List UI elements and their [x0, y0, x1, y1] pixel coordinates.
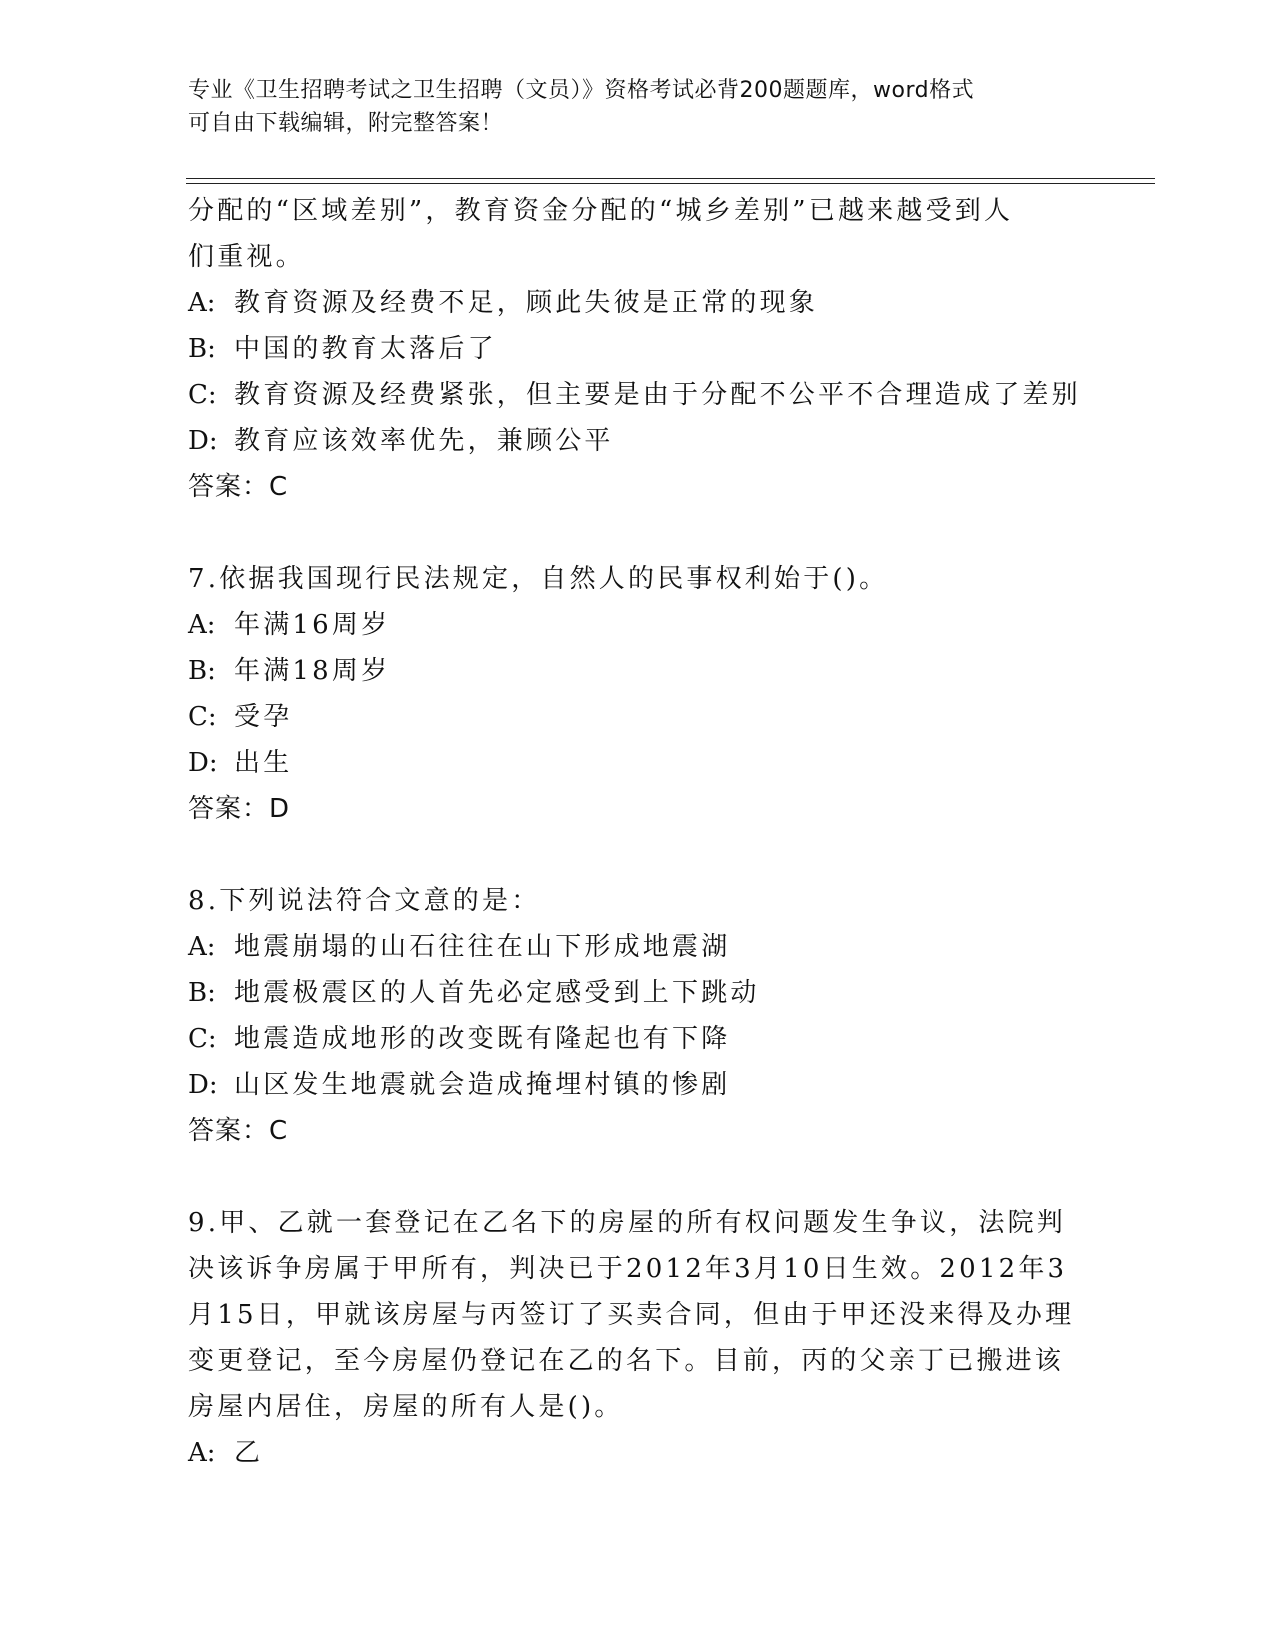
question-9 [188, 1200, 1088, 1476]
answer: 答案：C [188, 1116, 289, 1146]
option-label: C: [188, 380, 217, 410]
header-divider-top [186, 178, 1155, 179]
option-label: C: [188, 702, 217, 732]
option-label: D: [188, 748, 218, 778]
answer: 答案：D [188, 794, 291, 824]
question-stem-line: 9.甲、乙就一套登记在乙名下的房屋的所有权问题发生争议，法院判 [188, 1208, 1067, 1238]
spacer [188, 832, 1088, 878]
option-label: B: [188, 334, 216, 364]
question-stem: 7.依据我国现行民法规定，自然人的民事权利始于()。 [188, 564, 889, 594]
option-c [188, 694, 1088, 740]
option-text: 教育资源及经费紧张，但主要是由于分配不公平不合理造成了差别 [234, 380, 1081, 410]
option-label: C: [188, 1024, 217, 1054]
option-text: 山区发生地震就会造成掩埋村镇的惨剧 [234, 1070, 731, 1100]
question-stem-line: 房屋内居住，房屋的所有人是()。 [188, 1392, 624, 1422]
document-body [188, 188, 1088, 1476]
option-label: A: [188, 1438, 216, 1468]
option-label: B: [188, 656, 216, 686]
option-text: 年满18周岁 [234, 656, 391, 686]
option-b [188, 326, 1088, 372]
option-d [188, 418, 1088, 464]
question-stem-line: 月15日，甲就该房屋与丙签订了买卖合同，但由于甲还没来得及办理 [188, 1300, 1075, 1330]
question-stem-line: 们重视。 [188, 242, 305, 272]
option-text: 受孕 [234, 702, 293, 732]
option-label: A: [188, 610, 216, 640]
answer: 答案：C [188, 472, 289, 502]
option-c [188, 372, 1088, 418]
option-text: 中国的教育太落后了 [234, 334, 497, 364]
option-label: D: [188, 426, 218, 456]
option-text: 地震造成地形的改变既有隆起也有下降 [234, 1024, 731, 1054]
question-7 [188, 556, 1088, 832]
question-6 [188, 188, 1088, 510]
option-text: 教育应该效率优先，兼顾公平 [234, 426, 614, 456]
option-a [188, 924, 1088, 970]
option-label: D: [188, 1070, 218, 1100]
option-b [188, 970, 1088, 1016]
option-label: A: [188, 288, 216, 318]
option-b [188, 648, 1088, 694]
document-header [188, 74, 1088, 140]
option-c [188, 1016, 1088, 1062]
option-a [188, 280, 1088, 326]
option-text: 地震崩塌的山石往往在山下形成地震湖 [234, 932, 731, 962]
option-text: 地震极震区的人首先必定感受到上下跳动 [234, 978, 760, 1008]
option-a [188, 1430, 1088, 1476]
option-d [188, 740, 1088, 786]
option-label: A: [188, 932, 216, 962]
header-divider-bottom [186, 183, 1155, 184]
question-stem-line: 分配的“区域差别”，教育资金分配的“城乡差别”已越来越受到人 [188, 196, 1014, 226]
header-line-1: 专业《卫生招聘考试之卫生招聘（文员）》资格考试必背200题题库，word格式 [188, 78, 975, 103]
option-text: 乙 [234, 1438, 264, 1468]
option-label: B: [188, 978, 216, 1008]
option-text: 教育资源及经费不足，顾此失彼是正常的现象 [234, 288, 819, 318]
option-a [188, 602, 1088, 648]
spacer [188, 1154, 1088, 1200]
question-8 [188, 878, 1088, 1154]
question-stem-line: 变更登记，至今房屋仍登记在乙的名下。目前，丙的父亲丁已搬进该 [188, 1346, 1065, 1376]
option-text: 年满16周岁 [234, 610, 391, 640]
question-stem: 8.下列说法符合文意的是： [188, 886, 541, 916]
option-d [188, 1062, 1088, 1108]
option-text: 出生 [234, 748, 293, 778]
spacer [188, 510, 1088, 556]
question-stem-line: 决该诉争房属于甲所有，判决已于2012年3月10日生效。2012年3 [188, 1254, 1068, 1284]
header-line-2: 可自由下载编辑，附完整答案！ [188, 111, 504, 136]
